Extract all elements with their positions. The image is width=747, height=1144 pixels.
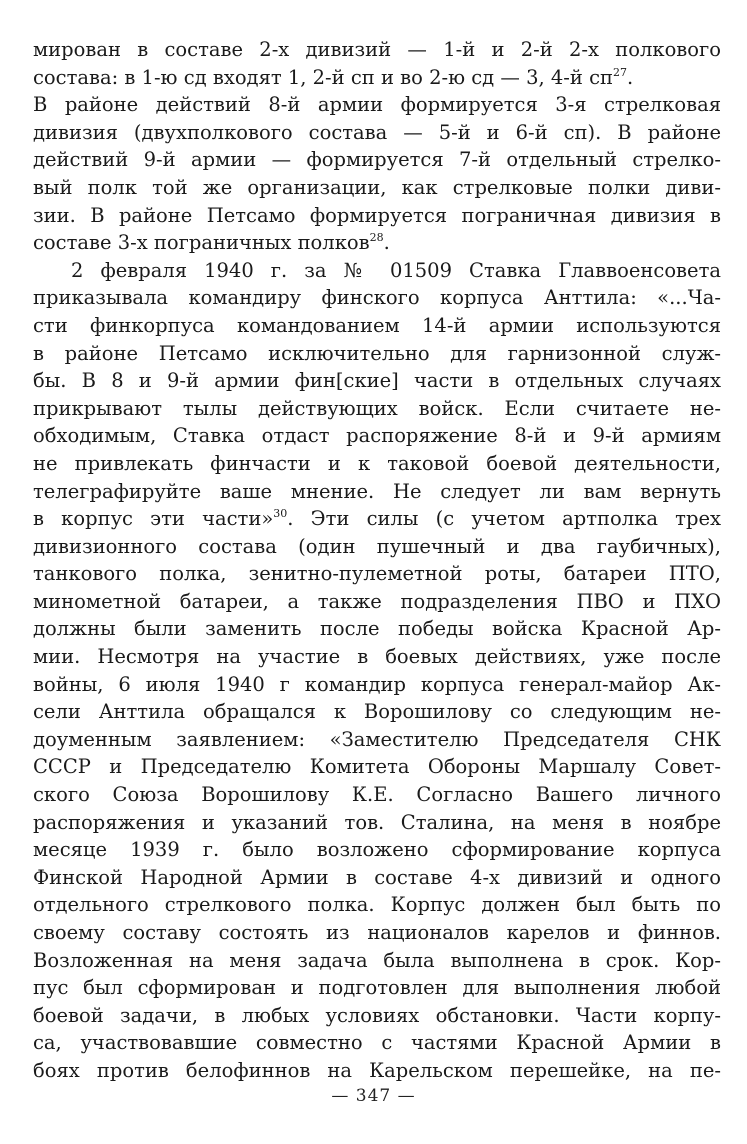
line-text-tail: . Эти силы (с учетом артполка трех bbox=[287, 507, 721, 531]
text-line bbox=[33, 1002, 721, 1030]
line-text: танкового полка, зенитно-пулеметной роты, батареи ПТО, bbox=[33, 562, 721, 586]
line-text: зии. В районе Петсамо формируется пограничная дивизия в bbox=[33, 203, 721, 227]
text-line bbox=[33, 1029, 721, 1057]
line-text: ского Союза Ворошилову К.Е. Согласно Вашего личного bbox=[33, 783, 721, 807]
text-line bbox=[33, 1057, 721, 1085]
text-line bbox=[33, 615, 721, 643]
line-text: прикрывают тылы действующих войск. Если считаете не- bbox=[33, 396, 721, 420]
text-line bbox=[33, 91, 721, 119]
text-line bbox=[33, 119, 721, 147]
line-text: отдельного стрелкового полка. Корпус должен был быть по bbox=[33, 893, 721, 917]
text-line bbox=[33, 505, 721, 533]
line-text: сти финкорпуса командованием 14-й армии используются bbox=[33, 313, 721, 337]
text-body bbox=[33, 36, 721, 1085]
line-text: в районе Петсамо исключительно для гарнизонной служ- bbox=[33, 341, 721, 365]
line-text: обходимым, Ставка отдаст распоряжение 8-й и 9-й армиям bbox=[33, 424, 721, 448]
text-line bbox=[33, 478, 721, 506]
text-line bbox=[33, 809, 721, 837]
line-text: месяце 1939 г. было возложено сформирование корпуса bbox=[33, 838, 721, 862]
line-text: дивизия (двухполкового состава — 5-й и 6-й сп). В районе bbox=[33, 120, 721, 144]
text-line bbox=[33, 257, 721, 285]
footnote-ref: 30 bbox=[273, 507, 288, 521]
line-text: составе 3-х пограничных полков bbox=[33, 231, 370, 255]
text-line bbox=[33, 588, 721, 616]
text-line bbox=[33, 36, 721, 64]
text-line bbox=[33, 202, 721, 230]
text-line bbox=[33, 726, 721, 754]
text-line bbox=[33, 643, 721, 671]
text-line bbox=[33, 340, 721, 368]
text-line bbox=[33, 284, 721, 312]
line-text: в корпус эти части» bbox=[33, 507, 274, 531]
line-text: мирован в составе 2-х дивизий — 1-й и 2-й 2-х полкового bbox=[33, 38, 721, 61]
text-line bbox=[33, 422, 721, 450]
line-text: сели Анттила обращался к Ворошилову со следующим не- bbox=[33, 700, 721, 724]
line-text: Возложенная на меня задача была выполнена в срок. Кор- bbox=[33, 948, 721, 972]
text-line bbox=[33, 64, 721, 92]
line-text: должны были заменить после победы войска Красной Ар- bbox=[33, 617, 721, 641]
line-text: мии. Несмотря на участие в боевых действиях, уже после bbox=[33, 645, 721, 669]
text-line bbox=[33, 919, 721, 947]
text-line bbox=[33, 836, 721, 864]
text-line bbox=[33, 367, 721, 395]
text-line bbox=[33, 947, 721, 975]
line-text: минометной батареи, а также подразделения ПВО и ПХО bbox=[33, 589, 721, 613]
line-text: 2 февраля 1940 г. за № 01509 Ставка Главвоенсовета bbox=[71, 258, 721, 282]
line-text: боях против белофиннов на Карельском перешейке, на пе- bbox=[33, 1058, 721, 1082]
line-text: доуменным заявлением: «Заместителю Председателя СНК bbox=[33, 727, 721, 751]
text-line bbox=[33, 312, 721, 340]
line-text-tail: . bbox=[383, 231, 390, 255]
text-line bbox=[33, 753, 721, 781]
line-text-tail: . bbox=[626, 65, 634, 89]
text-line bbox=[33, 698, 721, 726]
page-number: — 347 — bbox=[331, 1086, 416, 1106]
line-text: боевой задачи, в любых условиях обстановки. Части корпу- bbox=[33, 1003, 721, 1027]
text-line bbox=[33, 560, 721, 588]
text-line bbox=[33, 671, 721, 699]
line-text: своему составу состоять из националов карелов и финнов. bbox=[33, 921, 721, 944]
text-line bbox=[33, 146, 721, 174]
footnote-ref: 27 bbox=[612, 65, 627, 79]
line-text: са, участвовавшие совместно с частями Красной Армии в bbox=[33, 1031, 721, 1055]
line-text: приказывала командиру финского корпуса Анттила: «...Ча- bbox=[33, 286, 721, 310]
text-line bbox=[33, 533, 721, 561]
text-line bbox=[33, 891, 721, 919]
text-line bbox=[33, 864, 721, 892]
text-line bbox=[33, 395, 721, 423]
line-text: бы. В 8 и 9-й армии фин[ские] части в отдельных случаях bbox=[33, 369, 721, 393]
text-line bbox=[33, 229, 721, 257]
line-text: войны, 6 июля 1940 г командир корпуса генерал-майор Ак- bbox=[33, 672, 721, 696]
text-line bbox=[33, 974, 721, 1002]
line-text: СССР и Председателю Комитета Обороны Маршалу Совет- bbox=[33, 755, 721, 779]
line-text: состава: в 1-ю сд входят 1, 2-й сп и во 2-ю сд — 3, 4-й сп bbox=[33, 65, 613, 89]
text-line bbox=[33, 781, 721, 809]
line-text: пус был сформирован и подготовлен для выполнения любой bbox=[33, 976, 721, 1000]
text-line bbox=[33, 450, 721, 478]
line-text: действий 9-й армии — формируется 7-й отдельный стрелко- bbox=[33, 148, 721, 172]
footnote-ref: 28 bbox=[369, 231, 384, 245]
line-text: телеграфируйте ваше мнение. Не следует ли вам вернуть bbox=[33, 479, 721, 503]
line-text: вый полк той же организации, как стрелковые полки диви- bbox=[33, 175, 721, 199]
line-text: не привлекать финчасти и к таковой боевой деятельности, bbox=[33, 451, 721, 475]
line-text: распоряжения и указаний тов. Сталина, на меня в ноябре bbox=[33, 810, 721, 834]
line-text: Финской Народной Армии в составе 4-х дивизий и одного bbox=[33, 865, 721, 889]
line-text: дивизионного состава (один пушечный и два гаубичных), bbox=[33, 534, 721, 558]
line-text: В районе действий 8-й армии формируется 3-я стрелковая bbox=[33, 93, 721, 117]
text-line bbox=[33, 174, 721, 202]
